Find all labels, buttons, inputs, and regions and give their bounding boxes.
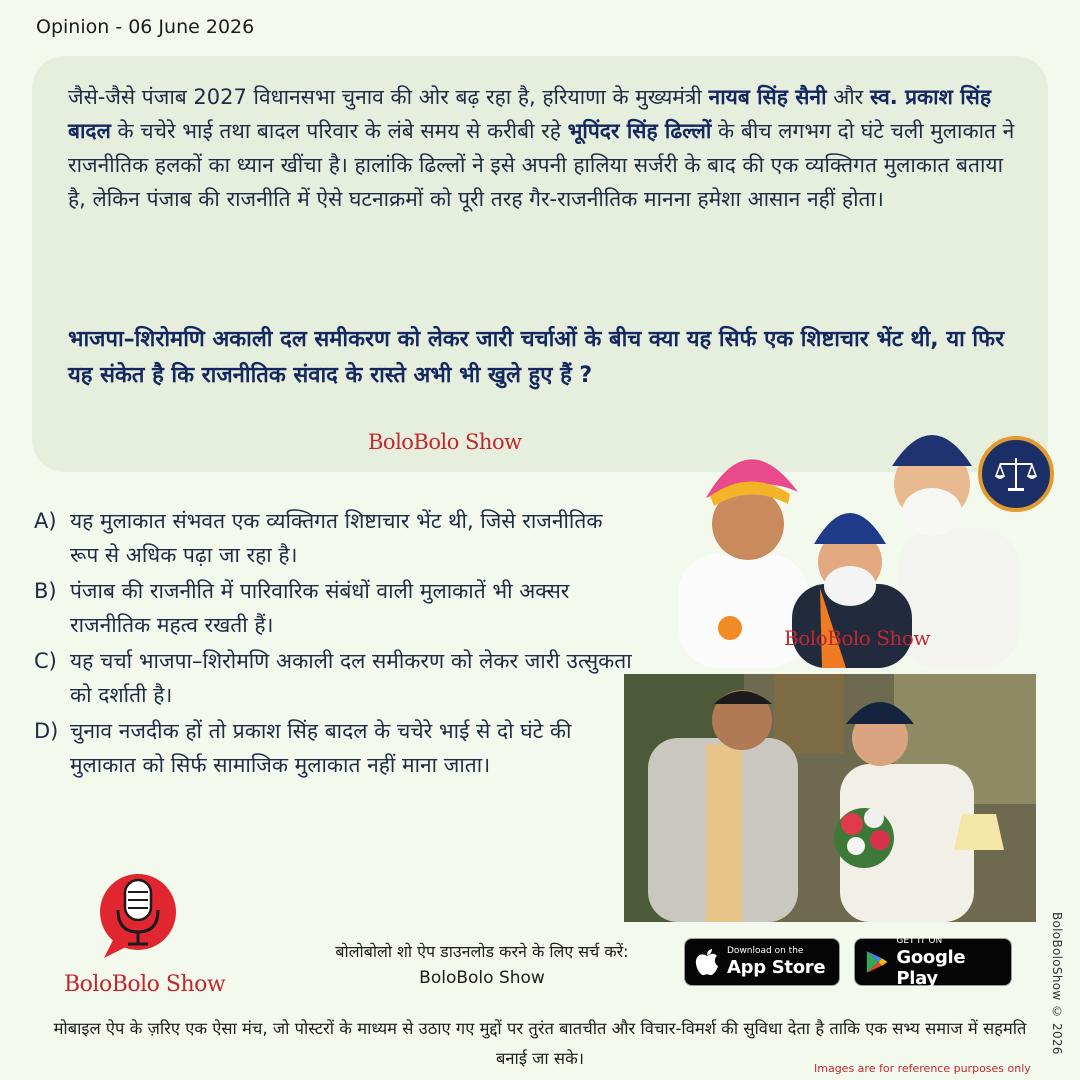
intro-text-2: और — [826, 85, 870, 109]
option-b[interactable] — [34, 574, 634, 642]
meeting-photo — [624, 674, 1036, 922]
option-c[interactable] — [34, 644, 634, 712]
google-play-icon — [865, 948, 888, 976]
option-text: यह चर्चा भाजपा–शिरोमणि अकाली दल समीकरण को लेकर जारी उत्सुकता को दर्शाती है। — [70, 649, 632, 707]
option-d[interactable] — [34, 714, 634, 782]
date-line: Opinion - 06 June 2026 — [36, 16, 255, 38]
intro-paragraph — [68, 80, 1018, 216]
intro-text-1: जैसे-जैसे पंजाब 2027 विधानसभा चुनाव की ओर बढ़ रहा है, हरियाणा के मुख्यमंत्री — [68, 85, 709, 109]
google-play-small-text: GET IT ON — [896, 935, 943, 946]
download-instruction: बोलोबोलो शो ऐप डाउनलोड करने के लिए सर्च करें: — [335, 942, 629, 961]
download-prompt — [292, 938, 672, 992]
name-badal: स्व. प्रकाश सिंह बादल — [68, 85, 991, 143]
google-play-button[interactable] — [854, 935, 1012, 989]
download-app-name: BoloBolo Show — [419, 968, 545, 988]
google-play-big-text: Google Play — [896, 946, 966, 989]
poll-question: भाजपा–शिरोमणि अकाली दल समीकरण को लेकर जारी चर्चाओं के बीच क्या यह सिर्फ एक शिष्टाचार भेंट थी, या फिर यह संकेत है कि राजनीतिक संवाद के रास्ते अभी भी खुले हुए हैं ? — [68, 327, 1005, 388]
option-label: B) — [34, 579, 57, 603]
intro-text-3: के चचेरे भाई तथा बादल परिवार के लंबे समय से करीबी रहे — [110, 119, 568, 143]
copyright-vertical: BoloBoloShow © 2026 — [1050, 912, 1064, 1055]
apple-icon — [695, 948, 719, 976]
option-label: A) — [34, 509, 57, 533]
option-label: D) — [34, 719, 59, 743]
scales-badge — [978, 436, 1054, 512]
name-dhillon: भूपिंदर सिंह ढिल्लों — [567, 119, 712, 143]
bolobolo-podcast-logo — [98, 872, 178, 962]
app-store-big-text: App Store — [727, 957, 826, 978]
option-text: चुनाव नजदीक हों तो प्रकाश सिंह बादल के चचेरे भाई से दो घंटे की मुलाकात को सिर्फ सामाजिक मुलाकात नहीं माना जाता। — [70, 719, 572, 777]
brand-name: BoloBolo Show — [64, 972, 226, 997]
option-text: पंजाब की राजनीति में पारिवारिक संबंधों वाली मुलाकातें भी अक्सर राजनीतिक महत्व रखती हैं। — [70, 579, 570, 637]
image-disclaimer: Images are for reference purposes only — [814, 1062, 1031, 1075]
app-store-small-text: Download on the — [727, 946, 804, 956]
scales-of-justice-icon — [994, 454, 1038, 494]
option-a[interactable] — [34, 504, 634, 572]
watermark-top: BoloBolo Show — [368, 430, 522, 454]
footer-tagline: मोबाइल ऐप के ज़रिए एक ऐसा मंच, जो पोस्टरों के माध्यम से उठाए गए मुद्दों पर तुरंत बातचीत और विचार-विमर्श की सुविधा देता है ताकि एक सभ्य समाज में सहमति बनाई जा सके। — [53, 1019, 1027, 1068]
option-label: C) — [34, 649, 57, 673]
name-saini: नायब सिंह सैनी — [708, 85, 827, 109]
app-store-button[interactable] — [684, 938, 840, 986]
watermark-illustration: BoloBolo Show — [784, 626, 930, 650]
option-text: यह मुलाकात संभवत एक व्यक्तिगत शिष्टाचार भेंट थी, जिसे राजनीतिक रूप से अधिक पढ़ा जा रहा है। — [70, 509, 603, 567]
poll-options — [34, 504, 634, 784]
intro-text-4: के बीच लगभग दो घंटे चली मुलाकात ने राजनीतिक हलकों का ध्यान खींचा है। हालांकि ढिल्लों ने इसे अपनी हालिया सर्जरी के बाद की एक व्यक्तिगत मुलाकात बताया है, लेकिन पंजाब की राजनीति में ऐसे घटनाक्रमों को पूरी तरह गैर-राजनीतिक मानना हमेशा आसान नहीं होता। — [68, 119, 1015, 211]
